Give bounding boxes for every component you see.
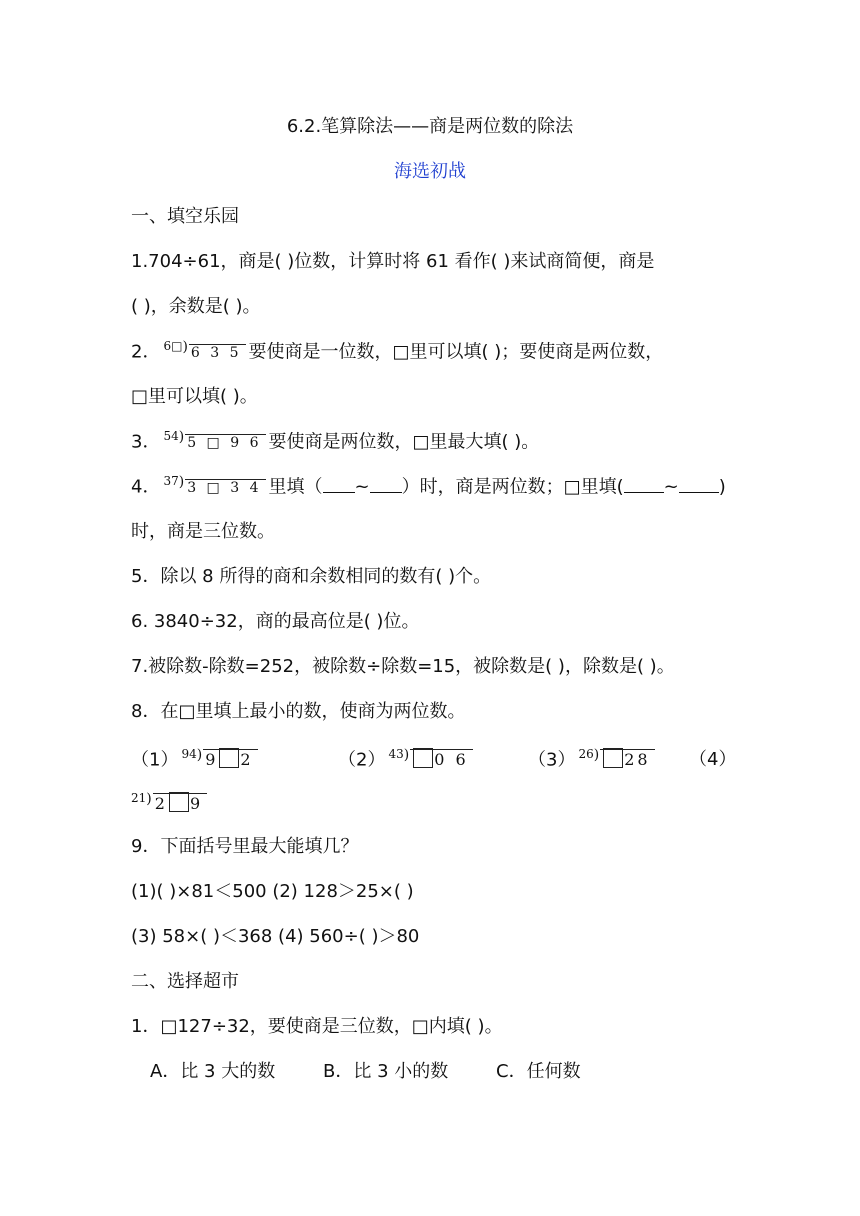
long-division-figure: $^{37)}$ 3 □ 3 4 bbox=[163, 475, 265, 500]
question-8-item-1 bbox=[131, 748, 261, 773]
closing-paren: ) bbox=[718, 476, 726, 498]
answer-blank[interactable] bbox=[323, 492, 355, 493]
divisor: 21 bbox=[131, 791, 147, 805]
divisor: 37 bbox=[163, 474, 179, 488]
divisor: 6□ bbox=[163, 339, 183, 353]
question-4-text-b: ）时，商是两位数；□里填( bbox=[401, 476, 624, 498]
option-b[interactable]: B．比 3 小的数 bbox=[323, 1061, 449, 1082]
section-heading-fill-blank: 一、填空乐园 bbox=[131, 206, 239, 227]
question-5: 5．除以 8 所得的商和余数相同的数有( )个。 bbox=[131, 566, 492, 587]
question-8-item-3 bbox=[528, 748, 658, 773]
answer-blank[interactable] bbox=[679, 492, 719, 493]
item-label: （2） bbox=[338, 749, 386, 771]
question-4-text-a: 里填（ bbox=[268, 476, 323, 498]
divisor: 94 bbox=[181, 747, 197, 761]
long-division-figure: $^{43)}$ 0 6 bbox=[388, 748, 472, 773]
question-9: 9．下面括号里最大能填几？ bbox=[131, 836, 359, 857]
question-1-line-2: ( )，余数是( )。 bbox=[131, 296, 261, 317]
question-8-item-2 bbox=[338, 748, 476, 773]
question-4 bbox=[131, 475, 726, 500]
question-7: 7.被除数-除数=252，被除数÷除数=15，被除数是( )，除数是( )。 bbox=[131, 656, 675, 677]
question-8: 8．在□里填上最小的数，使商为两位数。 bbox=[131, 701, 466, 722]
long-division-figure: $^{26)}$ 28 bbox=[578, 748, 654, 773]
choice-options bbox=[150, 1060, 581, 1084]
option-c[interactable]: C．任何数 bbox=[496, 1061, 581, 1082]
long-division-figure: $^{54)}$ 5 □ 9 6 bbox=[163, 430, 265, 455]
divisor: 43 bbox=[388, 747, 404, 761]
question-2 bbox=[131, 340, 663, 365]
long-division-figure: $^{6□)}$ 6 3 5 bbox=[163, 340, 245, 365]
question-4-number: 4． bbox=[131, 476, 161, 498]
dividend: 0 6 bbox=[410, 749, 472, 769]
question-3-text: 要使商是两位数，□里最大填( )。 bbox=[268, 431, 540, 453]
item-label: （3） bbox=[528, 749, 576, 771]
question-8-item-4 bbox=[131, 792, 210, 817]
digit-box[interactable] bbox=[219, 748, 239, 768]
item-label: （1） bbox=[131, 749, 179, 771]
divisor: 54 bbox=[163, 429, 179, 443]
divisor: 26 bbox=[578, 747, 594, 761]
dividend: 28 bbox=[600, 749, 654, 769]
question-2-text: 要使商是一位数，□里可以填( )；要使商是两位数， bbox=[248, 341, 664, 363]
question-1-line-1: 1.704÷61，商是( )位数，计算时将 61 看作( )来试商简便，商是 bbox=[131, 251, 655, 272]
question-6: 6. 3840÷32，商的最高位是( )位。 bbox=[131, 611, 420, 632]
question-3-number: 3． bbox=[131, 431, 161, 453]
question-3 bbox=[131, 430, 539, 455]
question-4-line-2: 时，商是三位数。 bbox=[131, 521, 275, 542]
dividend: 5 □ 9 6 bbox=[185, 434, 265, 451]
digit-box[interactable] bbox=[169, 792, 189, 812]
digit-box[interactable] bbox=[413, 748, 433, 768]
choice-question-1: 1．□127÷32，要使商是三位数，□内填( )。 bbox=[131, 1016, 503, 1037]
tilde: ~ bbox=[663, 476, 679, 498]
digit-box[interactable] bbox=[603, 748, 623, 768]
tilde: ~ bbox=[354, 476, 370, 498]
long-division-figure: $^{21)}$ 2 9 bbox=[131, 792, 207, 817]
long-division-figure: $^{94)}$ 9 2 bbox=[181, 748, 257, 773]
dividend: 9 2 bbox=[203, 749, 257, 769]
dividend: 6 3 5 bbox=[189, 344, 246, 361]
question-2-line-2: □里可以填( )。 bbox=[131, 386, 258, 407]
option-a[interactable]: A．比 3 大的数 bbox=[150, 1061, 276, 1082]
question-2-number: 2． bbox=[131, 341, 161, 363]
dividend: 3 □ 3 4 bbox=[185, 479, 265, 496]
answer-blank[interactable] bbox=[624, 492, 664, 493]
section-heading-multiple-choice: 二、选择超市 bbox=[131, 971, 239, 992]
question-9-line-1: (1)( )×81＜500 (2) 128＞25×( ) bbox=[131, 881, 414, 902]
dividend: 2 9 bbox=[153, 793, 207, 813]
page-subtitle: 海选初战 bbox=[394, 161, 466, 182]
page-title: 6.2.笔算除法——商是两位数的除法 bbox=[286, 116, 574, 137]
answer-blank[interactable] bbox=[370, 492, 402, 493]
question-8-item-4-label: （4） bbox=[689, 749, 737, 770]
question-9-line-2: (3) 58×( )＜368 (4) 560÷( )＞80 bbox=[131, 926, 420, 947]
